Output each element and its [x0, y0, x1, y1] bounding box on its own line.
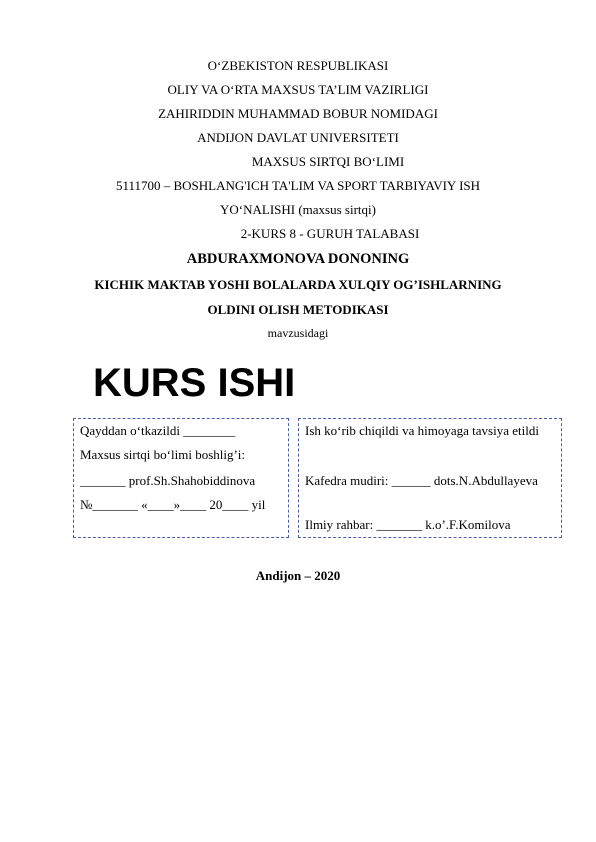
work-type-heading: KURS ISHI	[93, 361, 296, 405]
department-head-label: Maxsus sirtqi bo‘limi boshlig’i:	[80, 447, 246, 462]
department-head-signature: _______ prof.Sh.Shahobiddinova	[80, 473, 256, 488]
topic-suffix: mavzusidagi	[267, 326, 329, 340]
review-recommendation: Ish ko‘rib chiqildi va himoyaga tavsiya etildi	[305, 423, 539, 438]
chair-head-signature: Kafedra mudiri: ______ dots.N.Abdullayeva	[305, 473, 538, 488]
header-ministry: OLIY VA O‘RTA MAXSUS TA’LIM VAZIRLIGI	[167, 82, 429, 97]
header-specialty: 5111700 – BOSHLANG'ICH TA'LIM VA SPORT TARBIYAVIY ISH	[115, 178, 481, 193]
student-name: ABDURAXMONOVA DONONING	[186, 251, 410, 267]
city-year: Andijon – 2020	[255, 568, 341, 583]
header-republic: O‘ZBEKISTON RESPUBLIKASI	[207, 58, 389, 73]
topic-line-1: KICHIK MAKTAB YOSHI BOLALARDA XULQIY OG’ISHLARNING	[94, 277, 502, 292]
header-named-after: ZAHIRIDDIN MUHAMMAD BOBUR NOMIDAGI	[158, 106, 438, 121]
supervisor-signature: Ilmiy rahbar: _______ k.o’.F.Komilova	[305, 517, 511, 532]
registration-line: Qayddan o‘tkazildi ________	[80, 423, 236, 438]
review-box	[298, 418, 562, 538]
registration-number-date: №_______ «____»____ 20____ yil	[80, 497, 266, 512]
header-university: ANDIJON DAVLAT UNIVERSITETI	[197, 130, 399, 145]
registration-box	[73, 418, 289, 538]
topic-line-2: OLDINI OLISH METODIKASI	[207, 302, 389, 317]
header-department: MAXSUS SIRTQI BO‘LIMI	[251, 154, 405, 169]
header-direction: YO‘NALISHI (maxsus sirtqi)	[220, 202, 376, 217]
header-course-group: 2-KURS 8 - GURUH TALABASI	[240, 226, 420, 241]
